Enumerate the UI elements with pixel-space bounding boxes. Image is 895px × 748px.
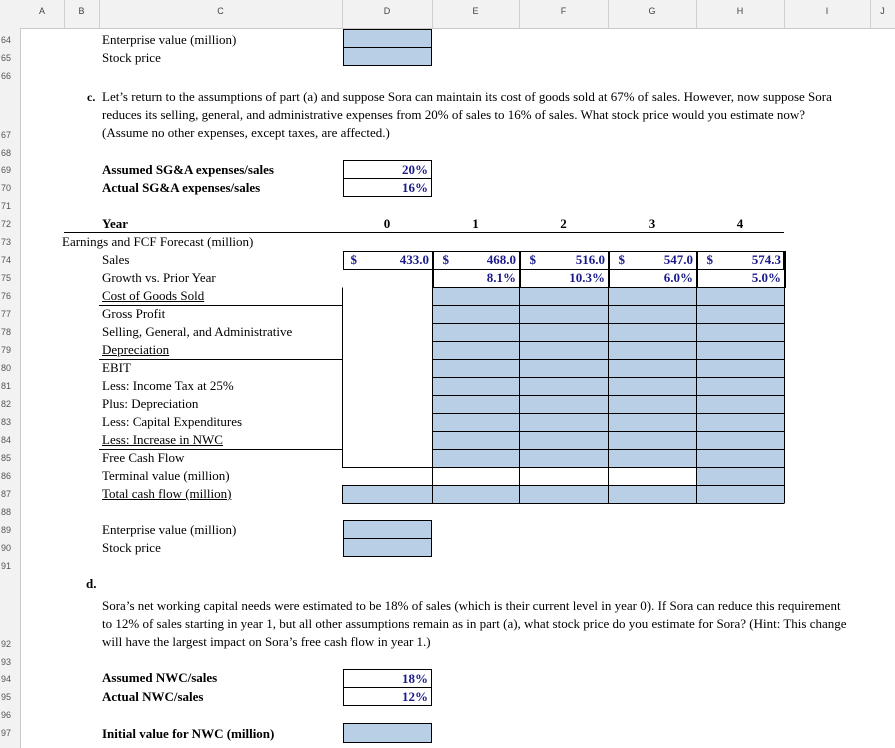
currency-symbol: $ (442, 252, 449, 267)
actual-sga-value[interactable]: 16% (343, 178, 432, 197)
year-0: 0 (383, 216, 391, 231)
row-number[interactable]: 96 (1, 710, 12, 720)
plus-depreciation-label: Plus: Depreciation (102, 396, 199, 411)
row-number[interactable]: 69 (1, 165, 12, 175)
enterprise-value-label-c: Enterprise value (million) (102, 522, 237, 537)
row-number[interactable]: 90 (1, 543, 12, 553)
assumed-nwc-label: Assumed NWC/sales (102, 670, 218, 685)
total-cash-flow-year-4[interactable] (697, 486, 784, 503)
part-c-question: Let’s return to the assumptions of part (a) and suppose Sora can maintain its cost of goods sold at 67% of sales. However, now suppose Sora reduces its selling, general, and administrative expenses from 20% of sales to 16% of sales. What stock price would you estimate now? (Assume no other expenses, except taxes, are affected.) (102, 89, 832, 140)
growth-year-2[interactable]: 10.3% (569, 270, 605, 285)
column-header-d[interactable]: D (342, 0, 433, 28)
row-number[interactable]: 97 (1, 728, 12, 738)
initial-nwc-input[interactable] (343, 723, 432, 743)
sales-label: Sales (102, 252, 130, 267)
terminal-value-label: Terminal value (million) (102, 468, 230, 483)
row-number[interactable]: 91 (1, 561, 12, 571)
column-header-e[interactable]: E (432, 0, 520, 28)
actual-nwc-label: Actual NWC/sales (102, 689, 204, 704)
sales-year-4[interactable]: 574.3 (751, 252, 781, 267)
row-number[interactable]: 72 (1, 219, 12, 229)
row-number[interactable]: 84 (1, 435, 12, 445)
forecast-section-label: Earnings and FCF Forecast (million) (62, 234, 254, 249)
sga-label: Selling, General, and Administrative (102, 324, 293, 339)
depreciation-label: Depreciation (102, 342, 170, 357)
total-cash-flow-year-1[interactable] (433, 486, 519, 503)
sales-year-3[interactable]: 547.0 (663, 252, 693, 267)
column-header-f[interactable]: F (519, 0, 609, 28)
row-number[interactable]: 67 (1, 130, 12, 140)
year-1: 1 (472, 216, 479, 231)
row-number[interactable]: 92 (1, 639, 12, 649)
enterprise-value-label: Enterprise value (million) (102, 32, 237, 47)
sales-year-0[interactable]: 433.0 (399, 252, 429, 267)
row-number[interactable]: 66 (1, 71, 12, 81)
assumed-sga-label: Assumed SG&A expenses/sales (102, 162, 274, 177)
growth-year-1[interactable]: 8.1% (486, 270, 516, 285)
stock-price-label: Stock price (102, 50, 161, 65)
row-number[interactable]: 86 (1, 471, 12, 481)
sales-year-2[interactable]: 516.0 (575, 252, 605, 267)
row-number[interactable]: 64 (1, 35, 12, 45)
row-number[interactable]: 77 (1, 309, 12, 319)
ebit-label: EBIT (102, 360, 131, 375)
part-d-question: Sora’s net working capital needs were estimated to be 18% of sales (which is their current level in year 0). If Sora can reduce this requirement to 12% of sales starting in year 1, but all other assumptions remain as in part (a), what stock price do you estimate for Sora? (Hint: This change will have the largest impact on Sora’s free cash flow in year 1.) (102, 598, 847, 649)
column-header-h[interactable]: H (696, 0, 785, 28)
free-cash-flow-label: Free Cash Flow (102, 450, 185, 465)
currency-symbol: $ (529, 252, 536, 267)
currency-symbol: $ (706, 252, 713, 267)
column-header-a[interactable]: A (20, 0, 65, 28)
row-number[interactable]: 76 (1, 291, 12, 301)
row-number[interactable]: 89 (1, 525, 12, 535)
capex-label: Less: Capital Expenditures (102, 414, 243, 429)
part-c-letter: c. (87, 90, 96, 104)
row-number[interactable]: 94 (1, 674, 12, 684)
growth-label: Growth vs. Prior Year (102, 270, 216, 285)
part-d-letter: d. (86, 576, 97, 591)
row-number[interactable]: 93 (1, 657, 12, 667)
actual-sga-label: Actual SG&A expenses/sales (102, 180, 261, 195)
gross-profit-label: Gross Profit (102, 306, 166, 321)
row-number[interactable]: 73 (1, 237, 12, 247)
year-2: 2 (560, 216, 567, 231)
row-number[interactable]: 70 (1, 183, 12, 193)
row-number[interactable]: 87 (1, 489, 12, 499)
actual-nwc-value[interactable]: 12% (343, 687, 432, 706)
row-number[interactable]: 68 (1, 148, 12, 158)
growth-year-3[interactable]: 6.0% (663, 270, 693, 285)
row-number[interactable]: 88 (1, 507, 12, 517)
column-header-j[interactable]: J (880, 6, 885, 16)
total-cash-flow-year-2[interactable] (520, 486, 608, 503)
sales-year-1[interactable]: 468.0 (486, 252, 516, 267)
column-header-c[interactable]: C (99, 0, 343, 28)
nwc-increase-label: Less: Increase in NWC (102, 432, 223, 447)
row-number[interactable]: 83 (1, 417, 12, 427)
column-header-b[interactable]: B (64, 0, 100, 28)
stock-price-label-c: Stock price (102, 540, 161, 555)
cogs-label: Cost of Goods Sold (102, 288, 205, 303)
row-number[interactable]: 85 (1, 453, 12, 463)
terminal-value-input[interactable] (697, 468, 784, 485)
assumed-nwc-value[interactable]: 18% (343, 669, 432, 688)
column-header-i[interactable]: I (784, 0, 871, 28)
row-number[interactable]: 81 (1, 381, 12, 391)
row-number[interactable]: 80 (1, 363, 12, 373)
year-3: 3 (648, 216, 656, 231)
row-number[interactable]: 74 (1, 255, 12, 265)
growth-year-4[interactable]: 5.0% (751, 270, 781, 285)
row-number[interactable]: 78 (1, 327, 12, 337)
year-label: Year (102, 216, 128, 231)
stock-price-input-c[interactable] (343, 538, 432, 557)
assumed-sga-value[interactable]: 20% (343, 160, 432, 179)
enterprise-value-input-c[interactable] (343, 520, 432, 539)
column-header-g[interactable]: G (608, 0, 697, 28)
total-cash-flow-year-0[interactable] (343, 486, 432, 503)
total-cash-flow-label: Total cash flow (million) (102, 486, 232, 501)
currency-symbol: $ (618, 252, 625, 267)
row-number[interactable]: 71 (1, 201, 12, 211)
year-4: 4 (736, 216, 744, 231)
row-number[interactable]: 75 (1, 273, 12, 283)
income-tax-label: Less: Income Tax at 25% (102, 378, 234, 393)
currency-symbol: $ (350, 252, 357, 267)
total-cash-flow-year-3[interactable] (609, 486, 696, 503)
row-number[interactable]: 79 (1, 345, 12, 355)
row-number[interactable]: 65 (1, 53, 12, 63)
row-number[interactable]: 82 (1, 399, 12, 409)
initial-nwc-label: Initial value for NWC (million) (102, 726, 275, 741)
row-number[interactable]: 95 (1, 692, 12, 702)
